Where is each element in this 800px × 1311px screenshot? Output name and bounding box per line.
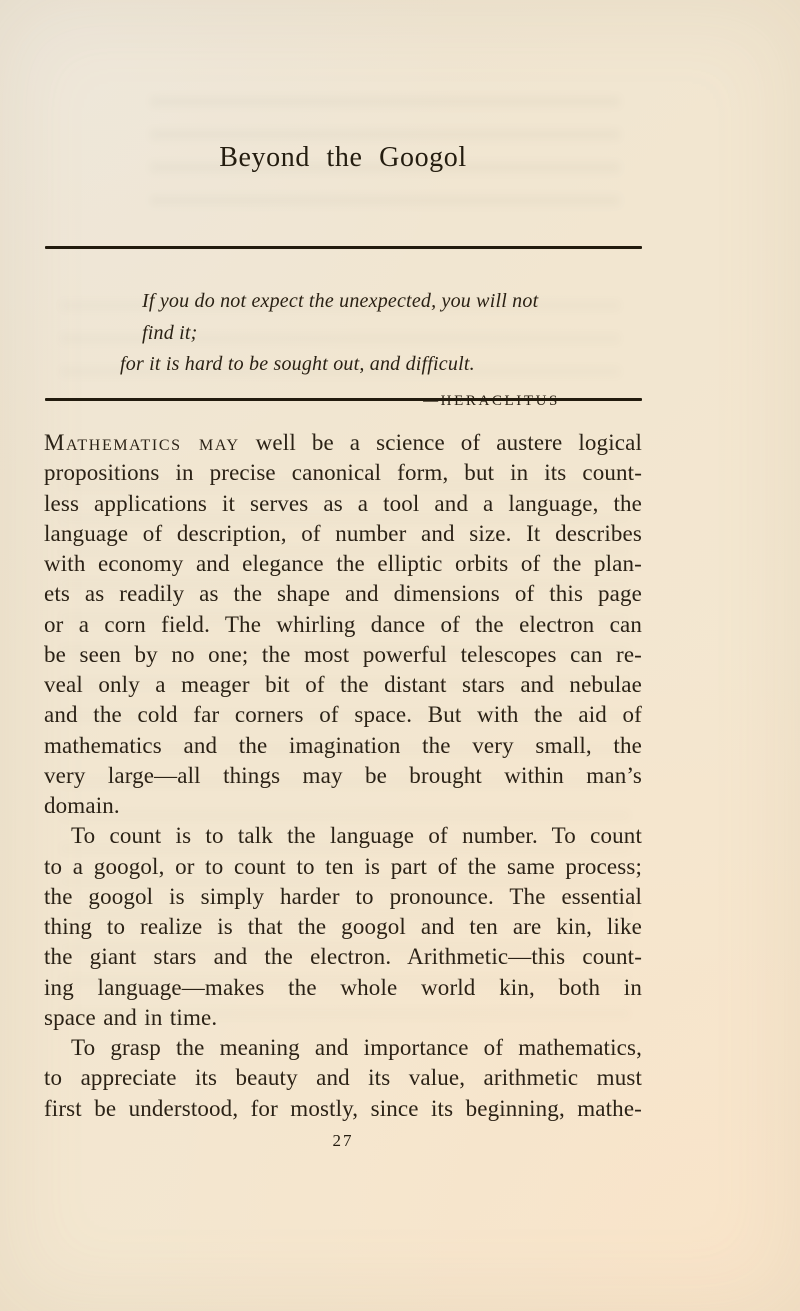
body-line: less applications it serves as a tool and a language, the	[44, 490, 642, 516]
body-line: To count is to talk the language of number. To count	[71, 823, 642, 849]
body-text	[44, 428, 642, 1124]
epigraph-text	[120, 286, 562, 381]
body-line: be seen by no one; the most powerful telescopes can re-	[44, 641, 642, 667]
body-line: the giant stars and the electron. Arithmetic—this count-	[44, 944, 642, 970]
body-line: to a googol, or to count to ten is part of the same process;	[44, 853, 642, 879]
divider-rule-bottom	[45, 398, 642, 401]
body-line: Mathematics may well be a science of austere logical	[44, 430, 642, 455]
body-line: veal only a meager bit of the distant stars and nebulae	[44, 672, 642, 697]
body-line: domain.	[44, 793, 120, 818]
body-line: To grasp the meaning and importance of mathematics,	[71, 1035, 642, 1060]
divider-rule-top	[45, 246, 642, 249]
epigraph-line: If you do not expect the unexpected, you will not find it;	[142, 290, 539, 344]
body-line: and the cold far corners of space. But with the aid of	[44, 702, 642, 728]
epigraph-line: for it is hard to be sought out, and difficult.	[120, 353, 475, 375]
page-number: 27	[332, 1131, 354, 1150]
body-line: first be understood, for mostly, since its beginning, mathe-	[44, 1095, 642, 1121]
epigraph-attribution	[120, 386, 562, 418]
body-line: with economy and elegance the elliptic orbits of the plan-	[44, 551, 642, 576]
body-line: mathematics and the imagination the very small, the	[44, 732, 642, 758]
body-line: very large—all things may be brought within man’s	[44, 762, 642, 788]
body-line: ets as readily as the shape and dimensions of this page	[44, 581, 642, 607]
body-line: propositions in precise canonical form, but in its count-	[44, 460, 642, 486]
body-line: space and in time.	[44, 1004, 218, 1030]
body-line: ing language—makes the whole world kin, both in	[44, 974, 642, 1000]
body-line: or a corn field. The whirling dance of the electron can	[44, 611, 642, 637]
body-line: language of description, of number and size. It describes	[44, 520, 642, 546]
body-line: the googol is simply harder to pronounce. The essential	[44, 883, 642, 909]
lead-small-caps: Mathematics may	[44, 430, 240, 455]
body-line: to appreciate its beauty and its value, arithmetic must	[44, 1065, 642, 1091]
chapter-title: Beyond the Googol	[219, 142, 467, 173]
body-line: thing to realize is that the googol and ten are kin, like	[44, 914, 642, 939]
